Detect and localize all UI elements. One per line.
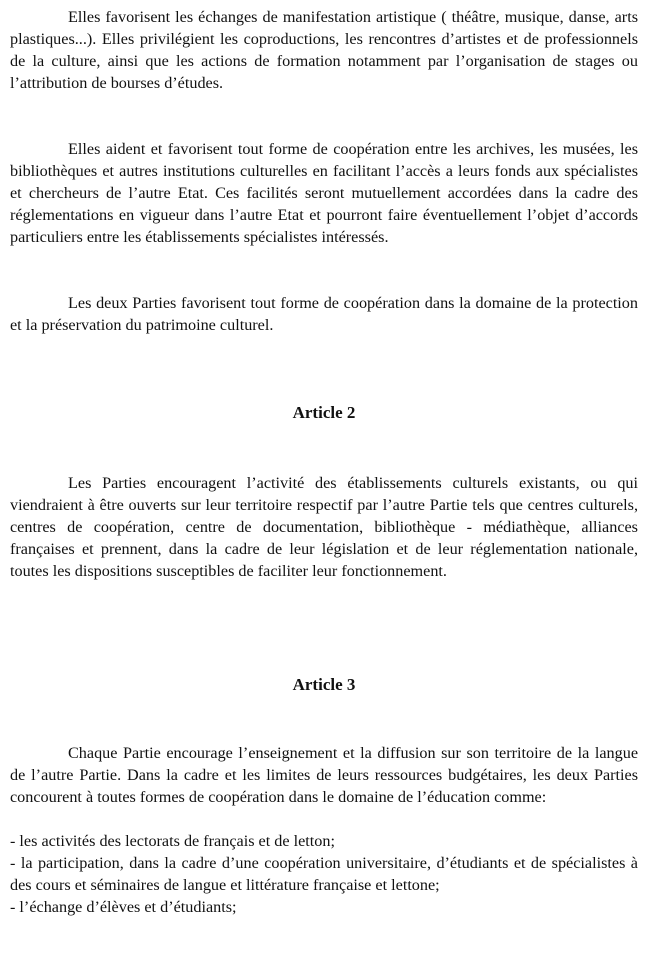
list-item: - la participation, dans la cadre d’une coopération universitaire, d’étudiants et de spécialistes à des cours et séminaires de langue et littérature française et lettone; [10, 854, 638, 894]
spacer [10, 336, 638, 402]
spacer [10, 696, 638, 742]
spacer [10, 808, 638, 830]
spacer [10, 94, 638, 138]
article-3-heading: Article 3 [292, 675, 356, 694]
spacer [10, 248, 638, 292]
paragraph-cultural-establishments: Les Parties encouragent l’activité des établissements culturels existants, ou qui viendraient à être ouverts sur leur territoire respectif par l’autre Partie tels que centres culturels, centres de coopération, centre de documentation, bibliothèque - médiathèque, alliances françaises et prennent, dans la cadre de leur législation et de leur réglementation nationale, toutes les dispositions susceptibles de faciliter leur fonctionnement. [10, 474, 638, 580]
paragraph-heritage-protection: Les deux Parties favorisent tout forme de coopération dans la domaine de la protection et la préservation du patrimoine culturel. [10, 294, 638, 334]
spacer [10, 582, 638, 674]
paragraph-artistic-exchanges: Elles favorisent les échanges de manifestation artistique ( théâtre, musique, danse, arts plastiques...). Elles privilégient les coproductions, les rencontres d’artistes et de professionnels de la culture, ainsi que les actions de formation notamment par l’organisation de stages ou l’attribution de bourses d’études. [10, 8, 638, 92]
list-item: - l’échange d’élèves et d’étudiants; [10, 898, 237, 916]
article-2-heading: Article 2 [292, 403, 356, 422]
spacer [10, 424, 638, 472]
paragraph-language-teaching: Chaque Partie encourage l’enseignement et la diffusion sur son territoire de la langue de l’autre Partie. Dans la cadre et les limites de leurs ressources budgétaires, les deux Parties concourent à toutes formes de coopération dans le domaine de l’éducation comme: [10, 744, 638, 806]
document-page [10, 6, 638, 918]
paragraph-archives-cooperation: Elles aident et favorisent tout forme de coopération entre les archives, les musées, les bibliothèques et autres institutions culturelles en facilitant l’accès a leurs fonds aux spécialistes et chercheurs de l’autre Etat. Ces facilités seront mutuellement accordées dans la cadre des réglementations en vigueur dans l’autre Etat et pourront faire éventuellement l’objet d’accords particuliers entre les établissements spécialistes intéressés. [10, 140, 638, 246]
education-cooperation-list [10, 830, 638, 918]
list-item: - les activités des lectorats de français et de letton; [10, 832, 335, 850]
